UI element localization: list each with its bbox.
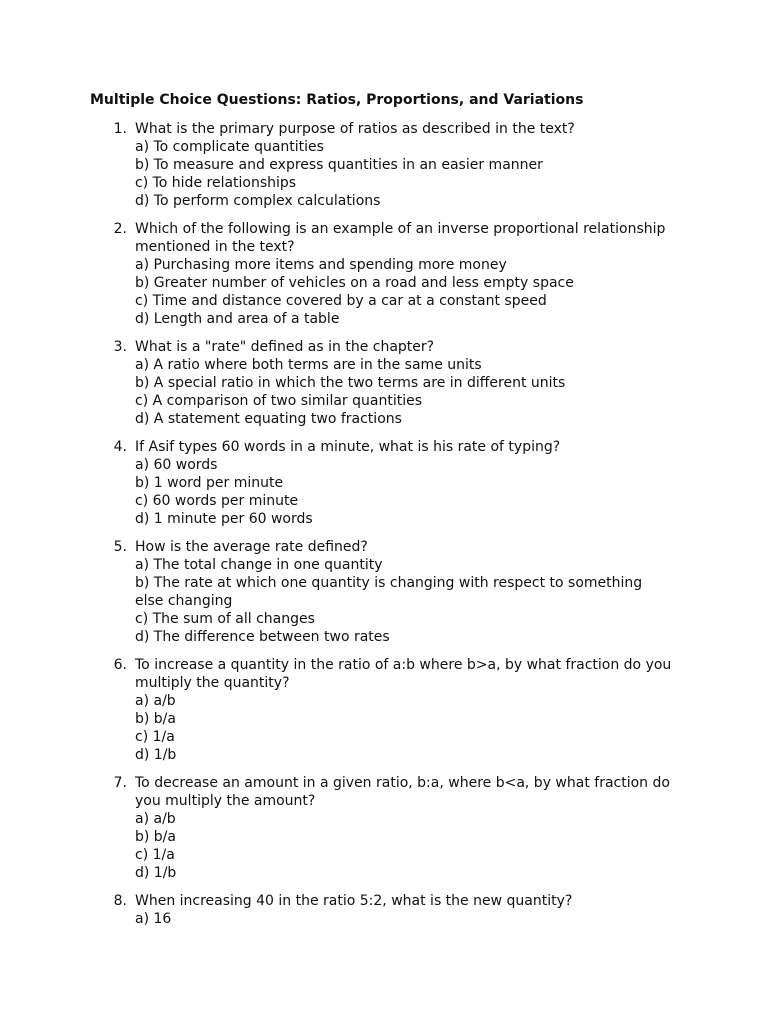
question-text: How is the average rate defined? bbox=[135, 539, 368, 555]
answer-option: b) b/a bbox=[135, 829, 176, 845]
answer-option: a) a/b bbox=[135, 811, 176, 827]
question-item bbox=[0, 338, 768, 428]
question-number: 3. bbox=[113, 339, 127, 355]
question-item bbox=[0, 656, 768, 764]
answer-option: c) The sum of all changes bbox=[135, 611, 315, 627]
question-item bbox=[0, 892, 768, 928]
answer-option: a) 16 bbox=[135, 911, 172, 927]
answer-option: c) A comparison of two similar quantities bbox=[135, 393, 422, 409]
answer-option: d) 1/b bbox=[135, 747, 177, 763]
answer-option: a) Purchasing more items and spending more money bbox=[135, 257, 507, 273]
question-number: 4. bbox=[113, 439, 127, 455]
question-item bbox=[0, 120, 768, 210]
question-text: When increasing 40 in the ratio 5:2, what is the new quantity? bbox=[135, 893, 573, 909]
question-item bbox=[0, 220, 768, 328]
question-item bbox=[0, 538, 768, 646]
answer-option: c) 60 words per minute bbox=[135, 493, 299, 509]
answer-option: c) To hide relationships bbox=[135, 175, 297, 191]
question-list bbox=[0, 120, 768, 938]
question-item bbox=[0, 438, 768, 528]
question-text: Which of the following is an example of an inverse proportional relationship mentioned in the text? bbox=[135, 221, 666, 255]
question-number: 5. bbox=[113, 539, 127, 555]
question-text: To increase a quantity in the ratio of a:b where b>a, by what fraction do you multiply the quantity? bbox=[135, 657, 672, 691]
answer-option: d) The difference between two rates bbox=[135, 629, 390, 645]
answer-option: b) Greater number of vehicles on a road and less empty space bbox=[135, 275, 574, 291]
answer-option: a) A ratio where both terms are in the same units bbox=[135, 357, 482, 373]
question-text: What is a "rate" defined as in the chapter? bbox=[135, 339, 435, 355]
answer-option: b) A special ratio in which the two terms are in different units bbox=[135, 375, 566, 391]
answer-option: a) To complicate quantities bbox=[135, 139, 324, 155]
answer-option: d) 1/b bbox=[135, 865, 177, 881]
answer-option: b) 1 word per minute bbox=[135, 475, 284, 491]
question-text: What is the primary purpose of ratios as described in the text? bbox=[135, 121, 575, 137]
answer-option: a) a/b bbox=[135, 693, 176, 709]
answer-option: a) 60 words bbox=[135, 457, 218, 473]
answer-option: d) Length and area of a table bbox=[135, 311, 340, 327]
answer-option: b) b/a bbox=[135, 711, 176, 727]
question-number: 6. bbox=[113, 657, 127, 673]
answer-option: d) To perform complex calculations bbox=[135, 193, 381, 209]
answer-option: c) Time and distance covered by a car at a constant speed bbox=[135, 293, 547, 309]
question-text: To decrease an amount in a given ratio, b:a, where b<a, by what fraction do you multiply the amount? bbox=[135, 775, 670, 809]
question-number: 7. bbox=[113, 775, 127, 791]
question-number: 2. bbox=[113, 221, 127, 237]
answer-option: c) 1/a bbox=[135, 847, 175, 863]
answer-option: d) A statement equating two fractions bbox=[135, 411, 402, 427]
answer-option: b) To measure and express quantities in an easier manner bbox=[135, 157, 543, 173]
question-item bbox=[0, 774, 768, 882]
document-title: Multiple Choice Questions: Ratios, Proportions, and Variations bbox=[90, 92, 584, 108]
question-number: 8. bbox=[113, 893, 127, 909]
answer-option: b) The rate at which one quantity is changing with respect to something else changing bbox=[135, 575, 643, 609]
answer-option: a) The total change in one quantity bbox=[135, 557, 383, 573]
question-text: If Asif types 60 words in a minute, what is his rate of typing? bbox=[135, 439, 561, 455]
question-number: 1. bbox=[113, 121, 127, 137]
answer-option: d) 1 minute per 60 words bbox=[135, 511, 313, 527]
answer-option: c) 1/a bbox=[135, 729, 175, 745]
